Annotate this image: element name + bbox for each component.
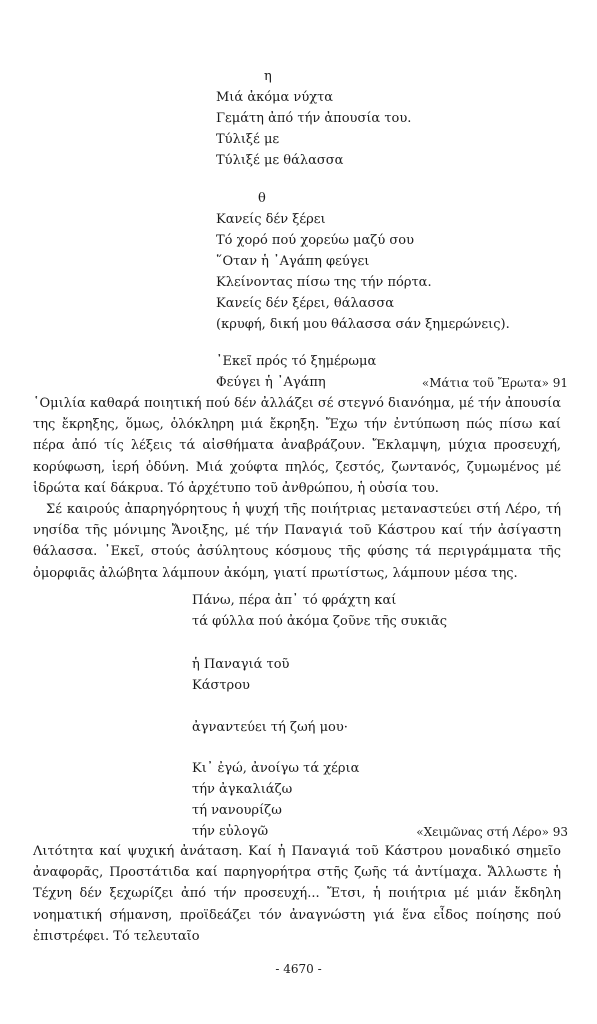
poem-line: ῞Οταν ἡ ᾿Αγάπη φεύγει — [216, 254, 370, 269]
poem-line: τήν εὐλογῶ — [192, 824, 269, 839]
poem-line: Πάνω, πέρα ἀπ᾿ τό φράχτη καί — [192, 593, 397, 608]
poem-line: Κλείνοντας πίσω της τήν πόρτα. — [216, 275, 432, 290]
poem-line: ᾿Εκεῖ πρός τό ξημέρωμα — [216, 354, 377, 369]
poem-line: Φεύγει ἡ ᾿Αγάπη — [216, 375, 326, 390]
poem-line: Μιά ἀκόμα νύχτα — [216, 90, 334, 105]
poem-line: Τύλιξέ με — [216, 132, 280, 147]
prose-block-1 — [33, 393, 561, 584]
poem-line: Τό χορό πού χορεύω μαζύ σου — [216, 233, 414, 248]
poem-line: τά φύλλα πού ἀκόμα ζοῦνε τῆς συκιᾶς — [192, 614, 447, 629]
poem-line: τή νανουρίζω — [192, 803, 282, 818]
poem-line: Κανείς δέν ξέρει, θάλασσα — [216, 296, 395, 311]
poem-line: Κάστρου — [192, 678, 250, 693]
section-numeral-theta: θ — [258, 191, 266, 206]
poem-line: (κρυφή, δική μου θάλασσα σάν ξημερώνεις). — [216, 317, 510, 332]
poem-line: Τύλιξέ με θάλασσα — [216, 153, 344, 168]
poem-line: τήν ἀγκαλιάζω — [192, 782, 293, 797]
poem-citation: «Μάτια τοῦ Ἔρωτα» 91 — [421, 376, 568, 390]
poem-line: Κι᾿ ἐγώ, ἀνοίγω τά χέρια — [192, 761, 360, 776]
poem-line: ἡ Παναγιά τοῦ — [192, 657, 290, 672]
page-number: - 4670 - — [275, 962, 322, 976]
poem-line: Κανείς δέν ξέρει — [216, 212, 326, 227]
section-numeral-eta: η — [264, 69, 272, 84]
prose-block-2 — [33, 841, 561, 947]
poem-citation: «Χειμῶνας στή Λέρο» 93 — [416, 825, 568, 839]
poem-line: ἀγναντεύει τή ζωή μου· — [192, 720, 348, 735]
paragraph: ῾Ομιλία καθαρά ποιητική πού δέν ἀλλάζει σέ στεγνό διανόημα, μέ τήν ἀπουσία της ἔκρηξης, ὅμως, ὁλόκληρη μιά ἔκρηξη. Ἔχω τήν ἐντύπωση πώς πίσω καί πέρα ἀπό τίς λέξεις τά αἰσθήματα ἀναβράζουν. Ἔκλαμψη, μύχια προσευχή, κορύφωση, ἱερή ὀδύνη. Μιά χούφτα πηλός, ζεστός, ζωντανός, ζυμωμένος μέ ἱδρώτα καί δάκρυα. Τό ἀρχέτυπο τοῦ ἀνθρώπου, ἡ οὐσία του. — [33, 396, 561, 496]
paragraph: Λιτότητα καί ψυχική ἀνάταση. Καί ἡ Παναγιά τοῦ Κάστρου μοναδικό σημεῖο ἀναφορᾶς, Προστάτιδα καί παρηγορήτρα στῆς ζωῆς τά ἀντίμαχα. Ἄλλωστε ἡ Τέχνη δέν ξεχωρίζει ἀπό τήν προσευχή... Ἔτσι, ἡ ποιήτρια μέ μιάν ἔκδηλη νοηματική σήμανση, προϊδεάζει τόν ἀναγνώστη γιά ἕνα εἶδος ποίησης πού ἐπιστρέφει. Τό τελευταῖο — [33, 844, 561, 944]
paragraph: Σέ καιρούς ἀπαρηγόρητους ἡ ψυχή τῆς ποιήτριας μεταναστεύει στή Λέρο, τή νησίδα τῆς μόνιμης Ἄνοιξης, μέ τήν Παναγιά τοῦ Κάστρου καί τήν ἀσίγαστη θάλασσα. ᾿Εκεῖ, στούς ἀσύλητους κόσμους τῆς φύσης τά περιγράμματα τῆς ὀμορφιᾶς ἀλώβητα λάμπουν ἀκόμη, γιατί πρωτίστως, λάμπουν μέσα της. — [33, 502, 561, 581]
poem-line: Γεμάτη ἀπό τήν ἀπουσία του. — [216, 111, 412, 126]
